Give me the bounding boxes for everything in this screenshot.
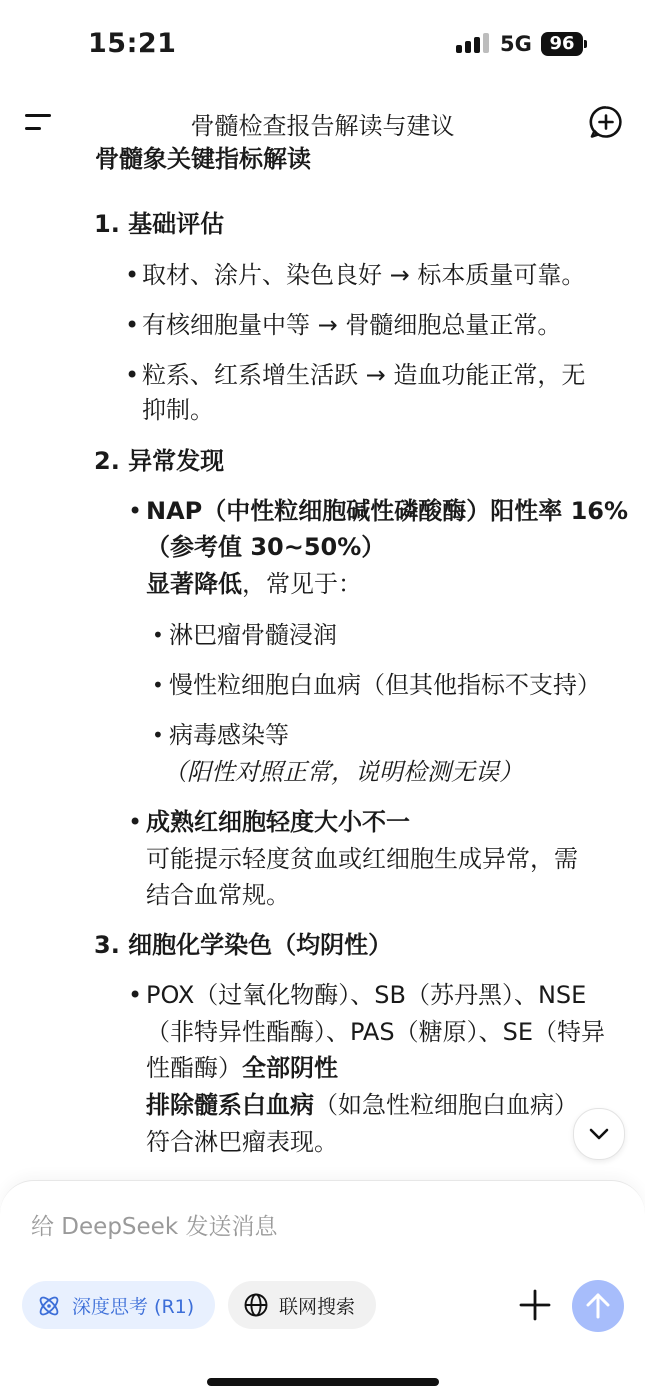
plus-icon[interactable]	[515, 1285, 555, 1325]
list-item: 粒系、红系增生活跃 → 造血功能正常，无	[142, 361, 586, 389]
network-type: 5G	[500, 32, 532, 56]
nap-conclusion	[146, 567, 362, 601]
status-time: 15:21	[88, 28, 177, 59]
stain-result-bold: 全部阴性	[242, 1054, 338, 1082]
nap-conclusion-rest: ，常见于：	[242, 570, 362, 598]
home-indicator	[207, 1378, 439, 1386]
globe-icon	[243, 1292, 269, 1318]
nap-finding: NAP（中性粒细胞碱性磷酸酶）阳性率 16%	[146, 497, 629, 525]
battery-level: 96	[541, 32, 583, 56]
sub-bullet: •	[152, 723, 164, 747]
stain-list: POX（过氧化物酶）、SB（苏丹黑）、NSE	[146, 981, 587, 1009]
web-search-label: 联网搜索	[279, 1296, 356, 1318]
deep-think-label: 深度思考 (R1)	[72, 1296, 195, 1318]
message-content	[0, 140, 645, 1180]
stain-summary: 符合淋巴瘤表现。	[146, 1128, 338, 1156]
section-heading-cut: 骨髓象关键指标解读	[95, 145, 311, 173]
rbc-note: 可能提示轻度贫血或红细胞生成异常，需	[146, 845, 578, 873]
bullet: •	[125, 311, 140, 339]
section-title-2: 2. 异常发现	[94, 447, 225, 475]
stain-conclusion	[146, 1088, 578, 1122]
list-item: 取材、涂片、染色良好 → 标本质量可靠。	[142, 261, 586, 289]
chevron-down-icon	[574, 1109, 624, 1159]
control-note: （阳性对照正常，说明检测无误）	[163, 758, 523, 786]
bullet: •	[128, 497, 143, 525]
list-item: 有核细胞量中等 → 骨髓细胞总量正常。	[142, 311, 562, 339]
sub-list-item: 淋巴瘤骨髓浸润	[169, 621, 337, 649]
section-title-3: 3. 细胞化学染色（均阴性）	[94, 931, 393, 959]
bullet: •	[125, 361, 140, 389]
sub-list-item: 病毒感染等	[169, 721, 289, 749]
nap-reference: （参考值 30~50%）	[146, 533, 386, 561]
stain-result-text: 性酯酶）	[146, 1054, 242, 1082]
stain-conclusion-bold: 排除髓系白血病	[146, 1091, 314, 1119]
cellular-signal-icon	[456, 33, 492, 53]
sub-bullet: •	[152, 673, 164, 697]
atom-icon	[36, 1293, 62, 1319]
new-chat-icon[interactable]	[589, 105, 623, 139]
battery-icon	[541, 32, 587, 56]
rbc-note-continued: 结合血常规。	[146, 881, 290, 909]
list-item-continued: 抑制。	[142, 396, 214, 424]
nap-conclusion-bold: 显著降低	[146, 570, 242, 598]
bullet: •	[128, 808, 143, 836]
arrow-up-icon	[572, 1280, 624, 1332]
bullet: •	[125, 261, 140, 289]
stain-list-continued: （非特异性酯酶）、PAS（糖原）、SE（特异	[146, 1018, 605, 1046]
message-input[interactable]: 给 DeepSeek 发送消息	[31, 1214, 278, 1240]
chat-title: 骨髓检查报告解读与建议	[190, 112, 455, 140]
rbc-finding: 成熟红细胞轻度大小不一	[146, 808, 410, 836]
sub-bullet: •	[152, 623, 164, 647]
section-title-1: 1. 基础评估	[94, 210, 225, 238]
scroll-to-bottom-button[interactable]	[573, 1108, 625, 1160]
bullet: •	[128, 981, 143, 1009]
stain-result	[146, 1051, 338, 1085]
stain-conclusion-rest: （如急性粒细胞白血病）	[314, 1091, 578, 1119]
send-button[interactable]	[572, 1280, 624, 1332]
sub-list-item: 慢性粒细胞白血病（但其他指标不支持）	[169, 671, 601, 699]
